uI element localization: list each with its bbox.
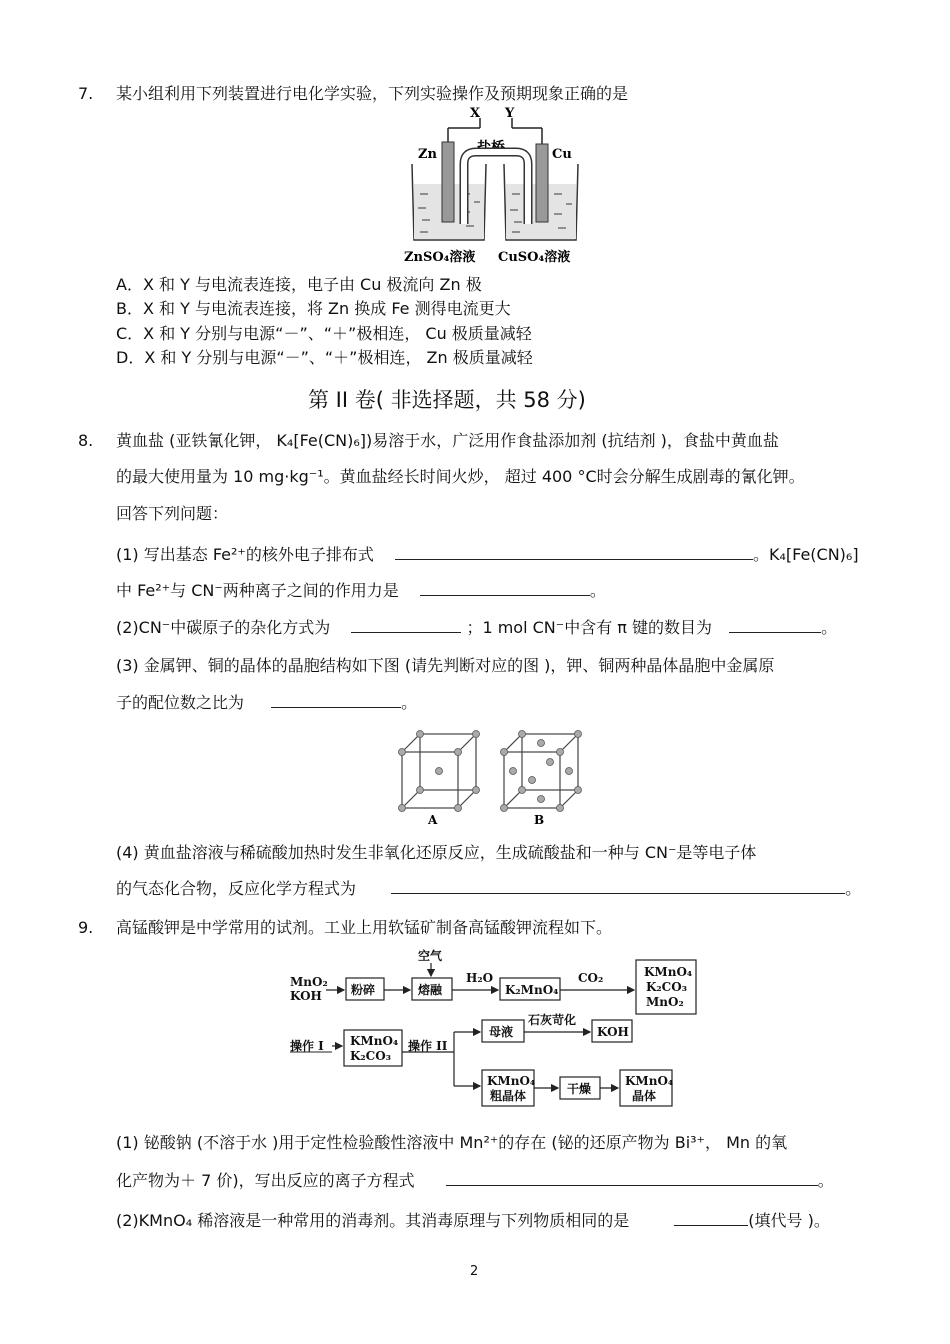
box-dry: 干燥 — [567, 1082, 592, 1096]
crude-crystal: 粗晶体 — [490, 1089, 527, 1103]
question-9-number: 9. — [78, 918, 94, 937]
product-k2co3: K₂CO₃ — [646, 980, 687, 994]
q8-part-1b-text: 中 Fe²⁺与 CN⁻两种离子之间的作用力是 — [116, 581, 399, 600]
page-number: 2 — [470, 1264, 479, 1279]
q9-part-1b-end: 。 — [817, 1171, 834, 1190]
answer-blank-2[interactable] — [420, 580, 590, 596]
q8-part-1b — [116, 580, 606, 601]
kmno4-process-flowchart — [288, 946, 700, 1110]
q9-part-1b-text: 化产物为＋ 7 价)，写出反应的离子方程式 — [116, 1171, 415, 1190]
terminal-x-label: X — [470, 106, 481, 121]
q8-line-3: 回答下列问题： — [116, 504, 229, 523]
salt-bridge-label: 盐桥 — [477, 140, 505, 156]
label-lime-causticize: 石灰苛化 — [528, 1013, 577, 1027]
option-a: A．X 和 Y 与电流表连接，电子由 Cu 极流向 Zn 极 — [116, 275, 482, 294]
q8-part-4b-end: 。 — [845, 879, 862, 898]
q8-part-1a-text: (1) 写出基态 Fe²⁺的核外电子排布式 — [116, 545, 374, 564]
answer-blank-8[interactable] — [674, 1210, 748, 1226]
option-b: B．X 和 Y 与电流表连接，将 Zn 换成 Fe 测得电流更大 — [116, 299, 511, 318]
label-co2: CO₂ — [578, 971, 604, 985]
label-operation-1: 操作 I — [290, 1039, 324, 1053]
cuso4-solution-label: CuSO₄溶液 — [498, 250, 571, 265]
box-crush: 粉碎 — [351, 983, 376, 997]
question-8-number: 8. — [78, 431, 94, 450]
q9-part-2-end: (填代号 )。 — [748, 1211, 830, 1230]
q9-part-1b — [116, 1170, 834, 1191]
box-k2mno4: K₂MnO₄ — [505, 983, 559, 997]
zn-electrode-label: Zn — [418, 147, 437, 162]
q8-part-2 — [116, 617, 837, 638]
q8-part-1b-end: 。 — [589, 581, 606, 600]
section-title: 第 II 卷( 非选择题，共 58 分) — [308, 388, 586, 412]
q8-part-2a-text: (2)CN⁻中碳原子的杂化方式为 — [116, 618, 331, 637]
q8-part-3b-end: 。 — [401, 693, 418, 712]
q8-part-4b — [116, 878, 861, 899]
final-kmno4: KMnO₄ — [625, 1074, 674, 1088]
label-h2o: H₂O — [466, 971, 494, 985]
label-air: 空气 — [418, 949, 443, 963]
q8-part-3b-text: 子的配位数之比为 — [116, 693, 245, 712]
cell-b-label: B — [534, 813, 545, 827]
terminal-y-label: Y — [505, 106, 515, 121]
box-koh: KOH — [597, 1025, 629, 1039]
box-melt: 熔融 — [418, 983, 443, 997]
answer-blank-4[interactable] — [729, 617, 821, 633]
q8-part-4b-text: 的气态化合物，反应化学方程式为 — [116, 879, 357, 898]
q9-part-2 — [116, 1210, 830, 1231]
question-9-stem: 高锰酸钾是中学常用的试剂。工业上用软锰矿制备高锰酸钾流程如下。 — [116, 918, 613, 937]
q8-part-1a-end: 。K₄[Fe(CN)₆] — [752, 545, 859, 564]
q8-part-2-end: 。 — [821, 618, 838, 637]
electrochemical-cell-figure — [400, 104, 592, 266]
q8-part-4a: (4) 黄血盐溶液与稀硫酸加热时发生非氧化还原反应，生成硫酸盐和一种与 CN⁻是等电子体 — [116, 843, 757, 862]
answer-blank-1[interactable] — [395, 544, 753, 560]
input-mno2: MnO₂ — [290, 975, 328, 989]
q8-line-2: 的最大使用量为 10 mg·kg⁻¹。黄血盐经长时间火炒， 超过 400 °C时会分解生成剧毒的氰化钾。 — [116, 467, 805, 486]
answer-blank-5[interactable] — [271, 692, 401, 708]
cu-electrode-label: Cu — [552, 147, 572, 162]
crystal-cells-figure — [392, 724, 592, 828]
answer-blank-3[interactable] — [351, 617, 461, 633]
label-operation-2: 操作 II — [408, 1039, 448, 1053]
question-7-stem: 某小组利用下列装置进行电化学实验，下列实验操作及预期现象正确的是 — [116, 84, 629, 103]
product-kmno4: KMnO₄ — [644, 965, 693, 979]
mix-kmno4: KMnO₄ — [350, 1034, 399, 1048]
answer-blank-7[interactable] — [446, 1170, 818, 1186]
cell-a-label: A — [428, 813, 438, 827]
box-mother-liquor: 母液 — [489, 1025, 514, 1039]
q8-part-2b-text: ；1 mol CN⁻中含有 π 键的数目为 — [466, 618, 713, 637]
answer-blank-6[interactable] — [391, 878, 845, 894]
question-7-number: 7. — [78, 84, 94, 103]
q8-part-3b — [116, 692, 417, 713]
crude-kmno4: KMnO₄ — [487, 1074, 536, 1088]
q8-part-3a: (3) 金属钾、铜的晶体的晶胞结构如下图 (请先判断对应的图 )，钾、铜两种晶体晶胞中金属原 — [116, 656, 775, 675]
q9-part-1a: (1) 铋酸钠 (不溶于水 )用于定性检验酸性溶液中 Mn²⁺的存在 (铋的还原产物为 Bi³⁺， Mn 的氧 — [116, 1133, 788, 1152]
q8-part-1a — [116, 544, 859, 565]
input-koh: KOH — [290, 989, 322, 1003]
option-c: C．X 和 Y 分别与电源“－”、“＋”极相连， Cu 极质量减轻 — [116, 324, 532, 343]
q9-part-2-text: (2)KMnO₄ 稀溶液是一种常用的消毒剂。其消毒原理与下列物质相同的是 — [116, 1211, 630, 1230]
product-mno2: MnO₂ — [646, 995, 684, 1009]
q8-line-1: 黄血盐 (亚铁氰化钾， K₄[Fe(CN)₆])易溶于水，广泛用作食盐添加剂 (抗结剂 )，食盐中黄血盐 — [116, 431, 779, 450]
option-d: D．X 和 Y 分别与电源“－”、“＋”极相连， Zn 极质量减轻 — [116, 348, 533, 367]
mix-k2co3: K₂CO₃ — [350, 1049, 391, 1063]
znso4-solution-label: ZnSO₄溶液 — [404, 250, 476, 265]
final-crystal: 晶体 — [632, 1089, 657, 1103]
